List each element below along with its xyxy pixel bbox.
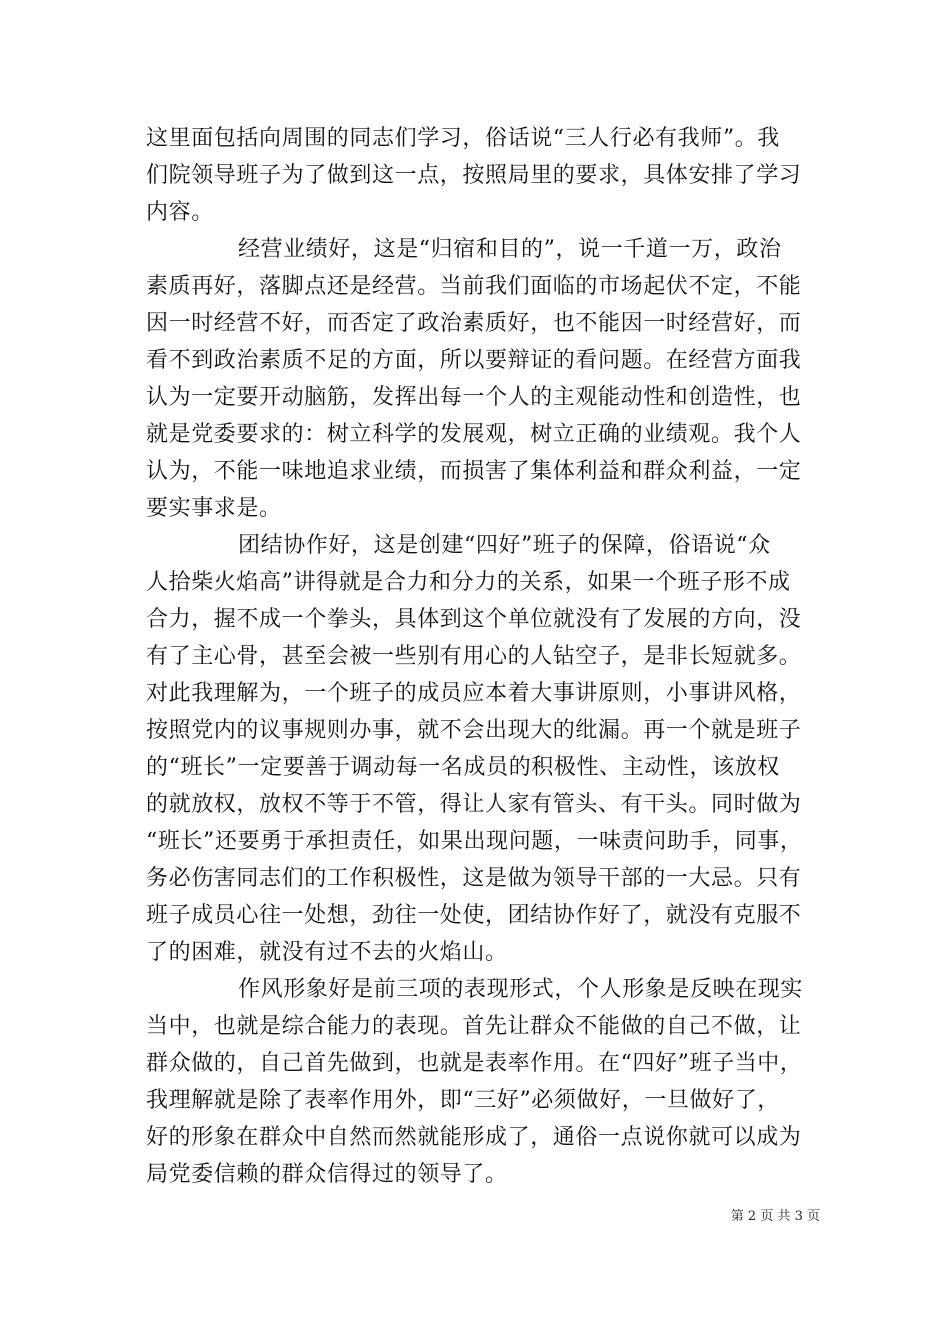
text-line: 务必伤害同志们的工作积极性，这是做为领导干部的一大忌。只有 bbox=[146, 866, 802, 891]
text-line: 了的困难，就没有过不去的火焰山。 bbox=[146, 940, 508, 965]
text-line: 人拾柴火焰高”讲得就是合力和分力的关系，如果一个班子形不成 bbox=[146, 570, 791, 595]
text-line: 我理解就是除了表率作用外，即“三好”必须做好，一旦做好了， bbox=[146, 1088, 780, 1113]
text-line: 当中，也就是综合能力的表现。首先让群众不能做的自己不做，让 bbox=[146, 1014, 802, 1039]
paragraph-start-line: 团结协作好，这是创建“四好”班子的保障，俗语说“众 bbox=[238, 533, 771, 558]
text-line: 们院领导班子为了做到这一点，按照局里的要求，具体安排了学习 bbox=[146, 163, 802, 188]
paragraph-start-line: 经营业绩好，这是“归宿和目的”，说一千道一万，政治 bbox=[238, 237, 782, 262]
body-text bbox=[146, 120, 818, 1193]
text-line: 对此我理解为，一个班子的成员应本着大事讲原则，小事讲风格， bbox=[146, 681, 802, 706]
text-line: 的就放权，放权不等于不管，得让人家有管头、有干头。同时做为 bbox=[146, 792, 802, 817]
text-line: 按照党内的议事规则办事，就不会出现大的纰漏。再一个就是班子 bbox=[146, 718, 802, 743]
text-line: 内容。 bbox=[146, 200, 214, 225]
text-line: 群众做的，自己首先做到，也就是表率作用。在“四好”班子当中， bbox=[146, 1051, 803, 1076]
text-line: 素质再好，落脚点还是经营。当前我们面临的市场起伏不定，不能 bbox=[146, 274, 802, 299]
text-line: 有了主心骨，甚至会被一些别有用心的人钻空子，是非长短就多。 bbox=[146, 644, 802, 669]
text-line: 因一时经营不好，而否定了政治素质好，也不能因一时经营好，而 bbox=[146, 311, 802, 336]
text-line: 认为，不能一味地追求业绩，而损害了集体利益和群众利益，一定 bbox=[146, 459, 802, 484]
text-line: “班长”还要勇于承担责任，如果出现问题，一味责问助手，同事， bbox=[146, 829, 803, 854]
text-line: 班子成员心往一处想，劲往一处使，团结协作好了，就没有克服不 bbox=[146, 903, 802, 928]
text-line: 看不到政治素质不足的方面，所以要辩证的看问题。在经营方面我 bbox=[146, 348, 802, 373]
text-line: 局党委信赖的群众信得过的领导了。 bbox=[146, 1162, 508, 1187]
text-line: 就是党委要求的：树立科学的发展观，树立正确的业绩观。我个人 bbox=[146, 422, 802, 447]
text-line: 这里面包括向周围的同志们学习，俗话说“三人行必有我师”。我 bbox=[146, 126, 780, 151]
page-number-footer: 第 2 页 共 3 页 bbox=[730, 1209, 820, 1224]
text-line: 认为一定要开动脑筋，发挥出每一个人的主观能动性和创造性，也 bbox=[146, 385, 802, 410]
text-line: 要实事求是。 bbox=[146, 496, 282, 521]
paragraph-start-line: 作风形象好是前三项的表现形式，个人形象是反映在现实 bbox=[238, 977, 804, 1002]
text-line: 好的形象在群众中自然而然就能形成了，通俗一点说你就可以成为 bbox=[146, 1125, 802, 1150]
text-line: 合力，握不成一个拳头，具体到这个单位就没有了发展的方向，没 bbox=[146, 607, 802, 632]
text-line: 的“班长”一定要善于调动每一名成员的积极性、主动性，该放权 bbox=[146, 755, 780, 780]
